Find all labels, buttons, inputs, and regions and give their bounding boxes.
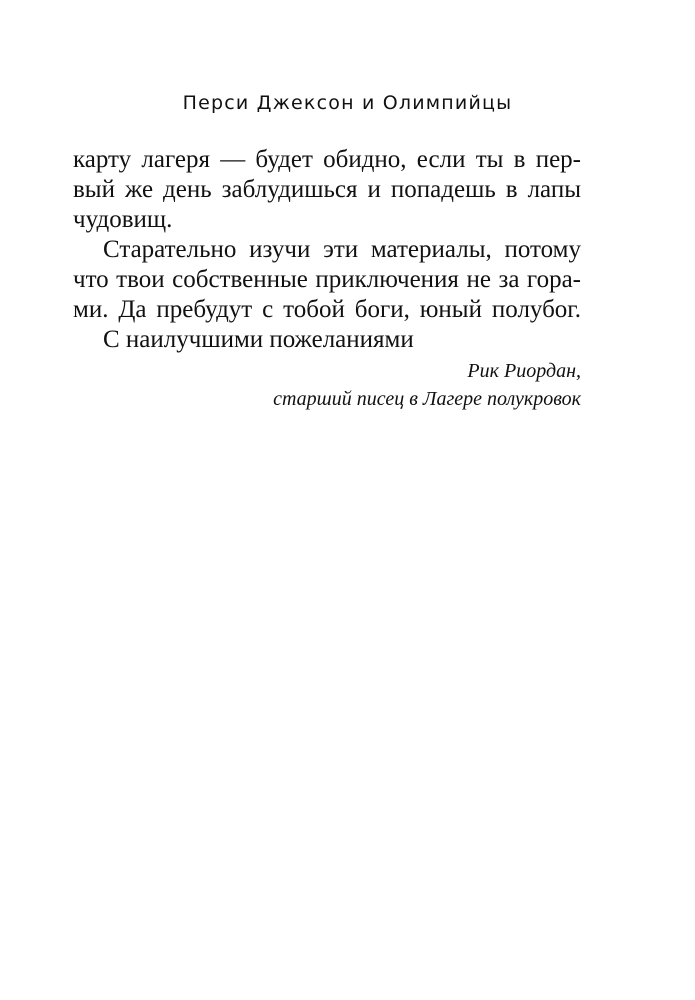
closing-line: С наилучшими пожеланиями (103, 326, 414, 353)
text-line-3: чудовищ. (73, 206, 173, 233)
text-line-6: ми. Да пребудут с тобой боги, юный полубог. (73, 296, 581, 323)
signature (73, 357, 581, 413)
signature-name: Рик Риордан, (467, 360, 581, 382)
text-line-1: карту лагеря — будет обидно, если ты в пер- (73, 146, 581, 173)
main-text (73, 145, 581, 413)
text-line-2: вый же день заблудишься и попадешь в лапы (73, 176, 581, 203)
text-line-4: Старательно изучи эти материалы, потому (103, 236, 581, 263)
running-header: Перси Джексон и Олимпийцы (182, 92, 513, 114)
text-line-5: что твои собственные приключения не за гора- (73, 266, 581, 293)
signature-role: старший писец в Лагере полукровок (273, 388, 581, 410)
